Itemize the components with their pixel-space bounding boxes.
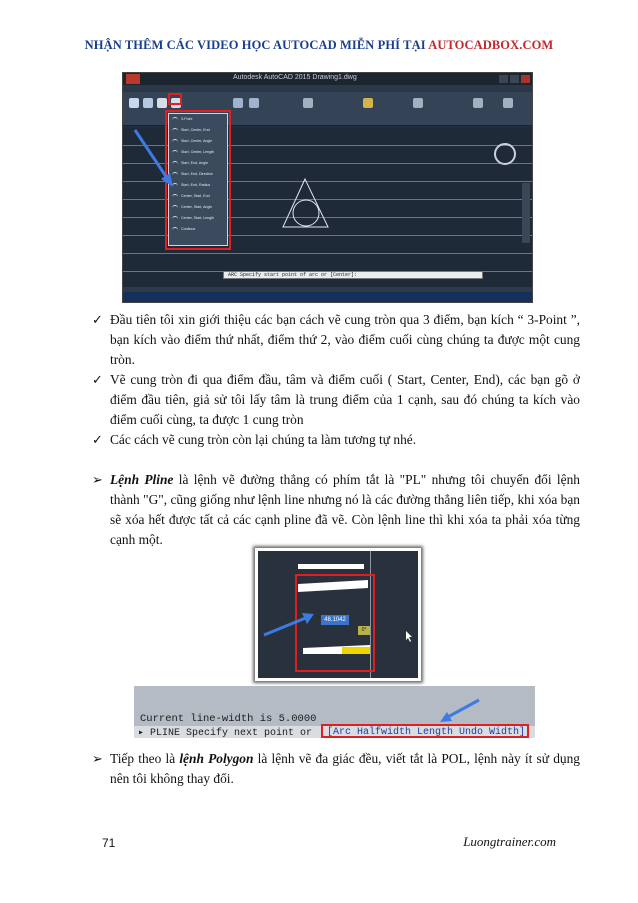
header-brand: AUTOCADBOX.COM: [428, 38, 554, 52]
menu-item-start-center-angle[interactable]: Start, Center, Angle: [169, 136, 227, 147]
menu-item-center-start-end[interactable]: Center, Start, End: [169, 191, 227, 202]
pline-command-screenshot: [134, 686, 535, 738]
autocad-arc-screenshot: [122, 72, 533, 303]
polygon-bold: lệnh Polygon: [179, 751, 254, 766]
check-icon: ✓: [92, 372, 103, 387]
page-header: [0, 38, 638, 53]
polygon-pre: Tiếp theo là: [110, 751, 180, 766]
menu-item-continue[interactable]: Continue: [169, 224, 227, 235]
menu-item-start-end-direction[interactable]: Start, End, Direction: [169, 169, 227, 180]
page-number: 71: [102, 836, 116, 850]
command-history-line: Current line-width is 5.0000: [140, 713, 317, 725]
arrow-bullet-icon: ➢: [92, 472, 103, 487]
command-line-text: ARC Specify start point of arc or [Center]:: [228, 272, 358, 278]
angle-tooltip: 0°: [358, 626, 370, 635]
pline-paragraph: [110, 470, 580, 550]
window-title: Autodesk AutoCAD 2015 Drawing1.dwg: [233, 74, 357, 81]
windows-taskbar: [123, 292, 532, 302]
pline-text: là lệnh vẽ đường thẳng có phím tắt là "PL" nhưng tôi chuyển đổi lệnh thành "G", cũng giống như lệnh line nhưng nó là các đường thẳng liên tiếp, khi xóa bạn sẽ xóa hết được tất cả các cạnh pline đã vẽ. Còn lệnh line thì khi xóa ta phải xóa từng cạnh một.: [110, 472, 580, 547]
pointer-arrow-icon: [134, 686, 535, 738]
bullet-paragraph-2: Vẽ cung tròn đi qua điểm đầu, tâm và điểm cuối ( Start, Center, End), các bạn gõ ở điểm đầu tiên, giả sử tôi lấy tâm là trung điểm của 1 cạnh, sau đó chúng ta kích vào điểm cuối cùng, ta được 1 cung tròn: [110, 372, 580, 427]
command-line[interactable]: [223, 271, 483, 279]
menu-item-center-start-angle[interactable]: Center, Start, Angle: [169, 202, 227, 213]
menu-item-start-end-angle[interactable]: Start, End, Angle: [169, 158, 227, 169]
pline-screenshot: [258, 551, 418, 678]
arrow-bullet-icon: ➢: [92, 751, 103, 766]
menu-item-3-point[interactable]: 3-Point: [169, 114, 227, 125]
pline-bold: Lệnh Pline: [110, 472, 174, 487]
menu-item-start-center-end[interactable]: Start, Center, End: [169, 125, 227, 136]
bullet-paragraph-1: Đầu tiên tôi xin giới thiệu các bạn cách vẽ cung tròn qua 3 điểm, bạn kích “ 3-Point ”, bạn kích vào điểm thứ nhất, điểm thứ 2, vào điểm cuối cùng chúng ta được một cung tròn.: [110, 312, 580, 367]
footer-site: Luongtrainer.com: [463, 834, 556, 849]
command-options[interactable]: [Arc Halfwidth Length Undo Width]:: [327, 727, 532, 738]
polygon-text: là lệnh vẽ đa giác đều, viết tắt là POL, lệnh này ít sử dụng nên tôi không thay đổi.: [110, 751, 580, 786]
menu-item-start-end-radius[interactable]: Start, End, Radius: [169, 180, 227, 191]
menu-item-center-start-length[interactable]: Center, Start, Length: [169, 213, 227, 224]
pointer-arrow-icon: [123, 73, 533, 303]
menu-item-start-center-length[interactable]: Start, Center, Length: [169, 147, 227, 158]
bullet-paragraph-3: Các cách vẽ cung tròn còn lại chúng ta làm tương tự nhé.: [110, 432, 417, 447]
check-icon: ✓: [92, 312, 103, 327]
header-text: NHẬN THÊM CÁC VIDEO HỌC AUTOCAD MIỄN PHÍ TẠI: [84, 38, 429, 52]
polygon-paragraph: [110, 749, 580, 789]
dimension-input[interactable]: 48.1042: [321, 615, 349, 625]
check-icon: ✓: [92, 432, 103, 447]
command-prompt-text: ▸ PLINE Specify next point or: [138, 728, 313, 738]
